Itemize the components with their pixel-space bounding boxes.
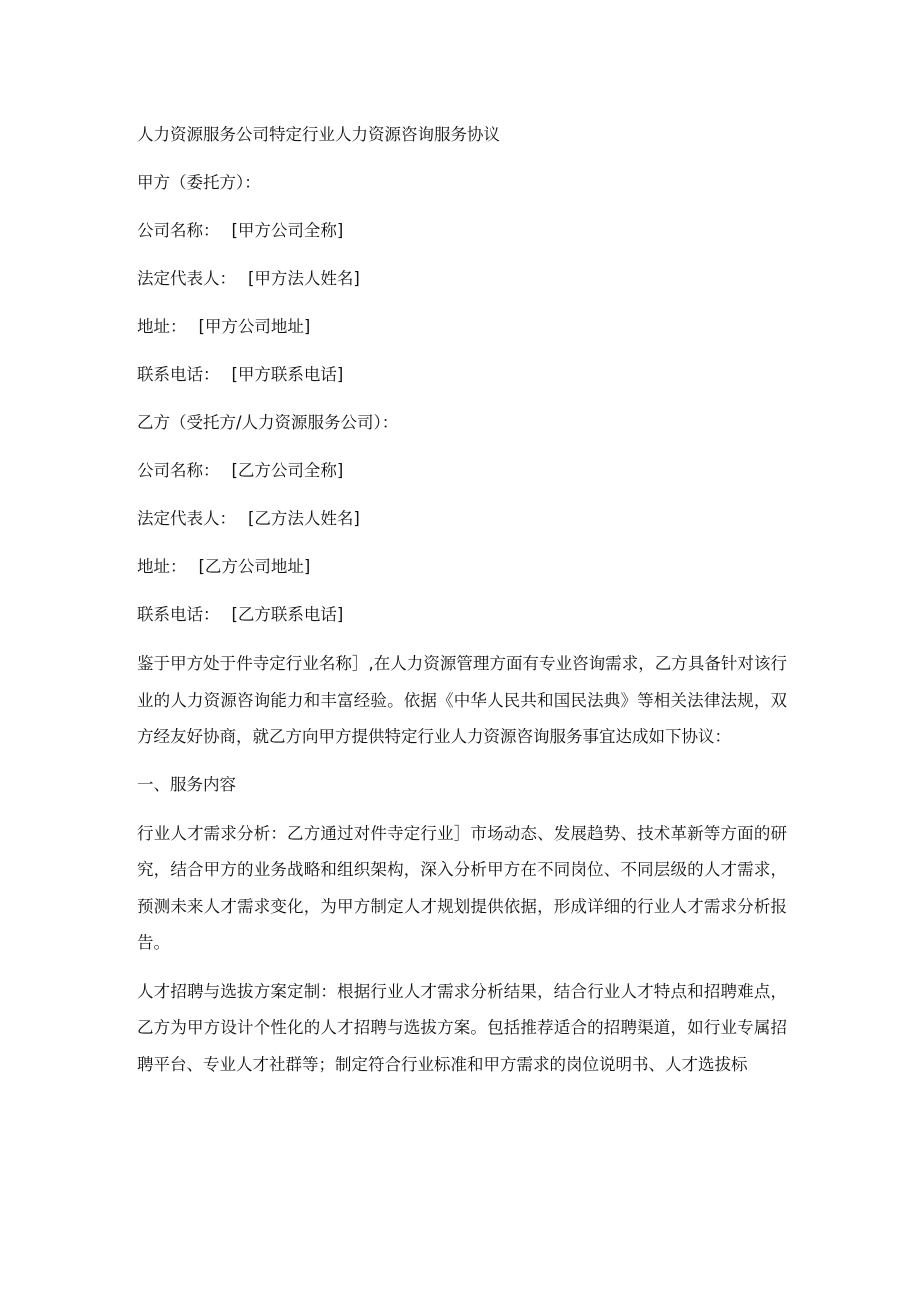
party-a-phone <box>137 358 787 406</box>
field-label: 地址： <box>137 557 187 576</box>
field-value: [甲方公司全称] <box>231 221 344 240</box>
field-label: 法定代表人： <box>137 269 236 288</box>
field-value: [乙方公司全称] <box>231 461 344 480</box>
field-label: 地址： <box>137 317 187 336</box>
party-b-legal-representative <box>137 502 787 550</box>
field-label: 联系电话： <box>137 605 220 624</box>
document-title: 人力资源服务公司特定行业人力资源咨询服务协议 <box>137 125 500 144</box>
preamble-paragraph: 鉴于甲方处于件寺定行业名称］,在人力资源管理方面有专业咨询需求，乙方具备针对该行业的人力资源咨询能力和丰富经验。依据《中华人民共和国民法典》等相关法律法规，双方经友好协商，就乙方向甲方提供特定行业人力资源咨询服务事宜达成如下协议： <box>137 654 787 746</box>
document-body <box>137 118 787 1095</box>
field-value: [甲方法人姓名] <box>248 269 360 288</box>
field-label: 公司名称： <box>137 461 220 480</box>
party-a-company-name <box>137 214 787 262</box>
party-a-heading: 甲方（委托方）： <box>137 173 261 192</box>
section-heading: 一、服务内容 <box>137 774 236 794</box>
field-label: 公司名称： <box>137 221 220 240</box>
field-value: [甲方联系电话] <box>231 365 344 384</box>
party-b-company-name <box>137 454 787 502</box>
field-label: 法定代表人： <box>137 509 236 528</box>
service-item-paragraph: 人才招聘与选拔方案定制：根据行业人才需求分析结果，结合行业人才特点和招聘难点，乙方为甲方设计个性化的人才招聘与选拔方案。包括推荐适合的招聘渠道，如行业专属招聘平台、专业人才社群等；制定符合行业标准和甲方需求的岗位说明书、人才选拔标 <box>137 981 787 1074</box>
party-a-legal-representative <box>137 262 787 310</box>
party-b-phone <box>137 598 787 646</box>
field-value: [乙方公司地址] <box>198 557 311 576</box>
party-b-heading: 乙方（受托方/人力资源服务公司）： <box>137 413 399 432</box>
service-item-paragraph: 行业人才需求分析：乙方通过对件寺定行业］市场动态、发展趋势、技术革新等方面的研究，结合甲方的业务战略和组织架构，深入分析甲方在不同岗位、不同层级的人才需求，预测未来人才需求变化，为甲方制定人才规划提供依据，形成详细的行业人才需求分析报告。 <box>137 823 787 952</box>
field-value: [甲方公司地址] <box>198 317 311 336</box>
party-b-address <box>137 550 787 598</box>
field-label: 联系电话： <box>137 365 220 384</box>
field-value: [乙方法人姓名] <box>248 509 360 528</box>
field-value: [乙方联系电话] <box>231 605 344 624</box>
party-a-address <box>137 310 787 358</box>
